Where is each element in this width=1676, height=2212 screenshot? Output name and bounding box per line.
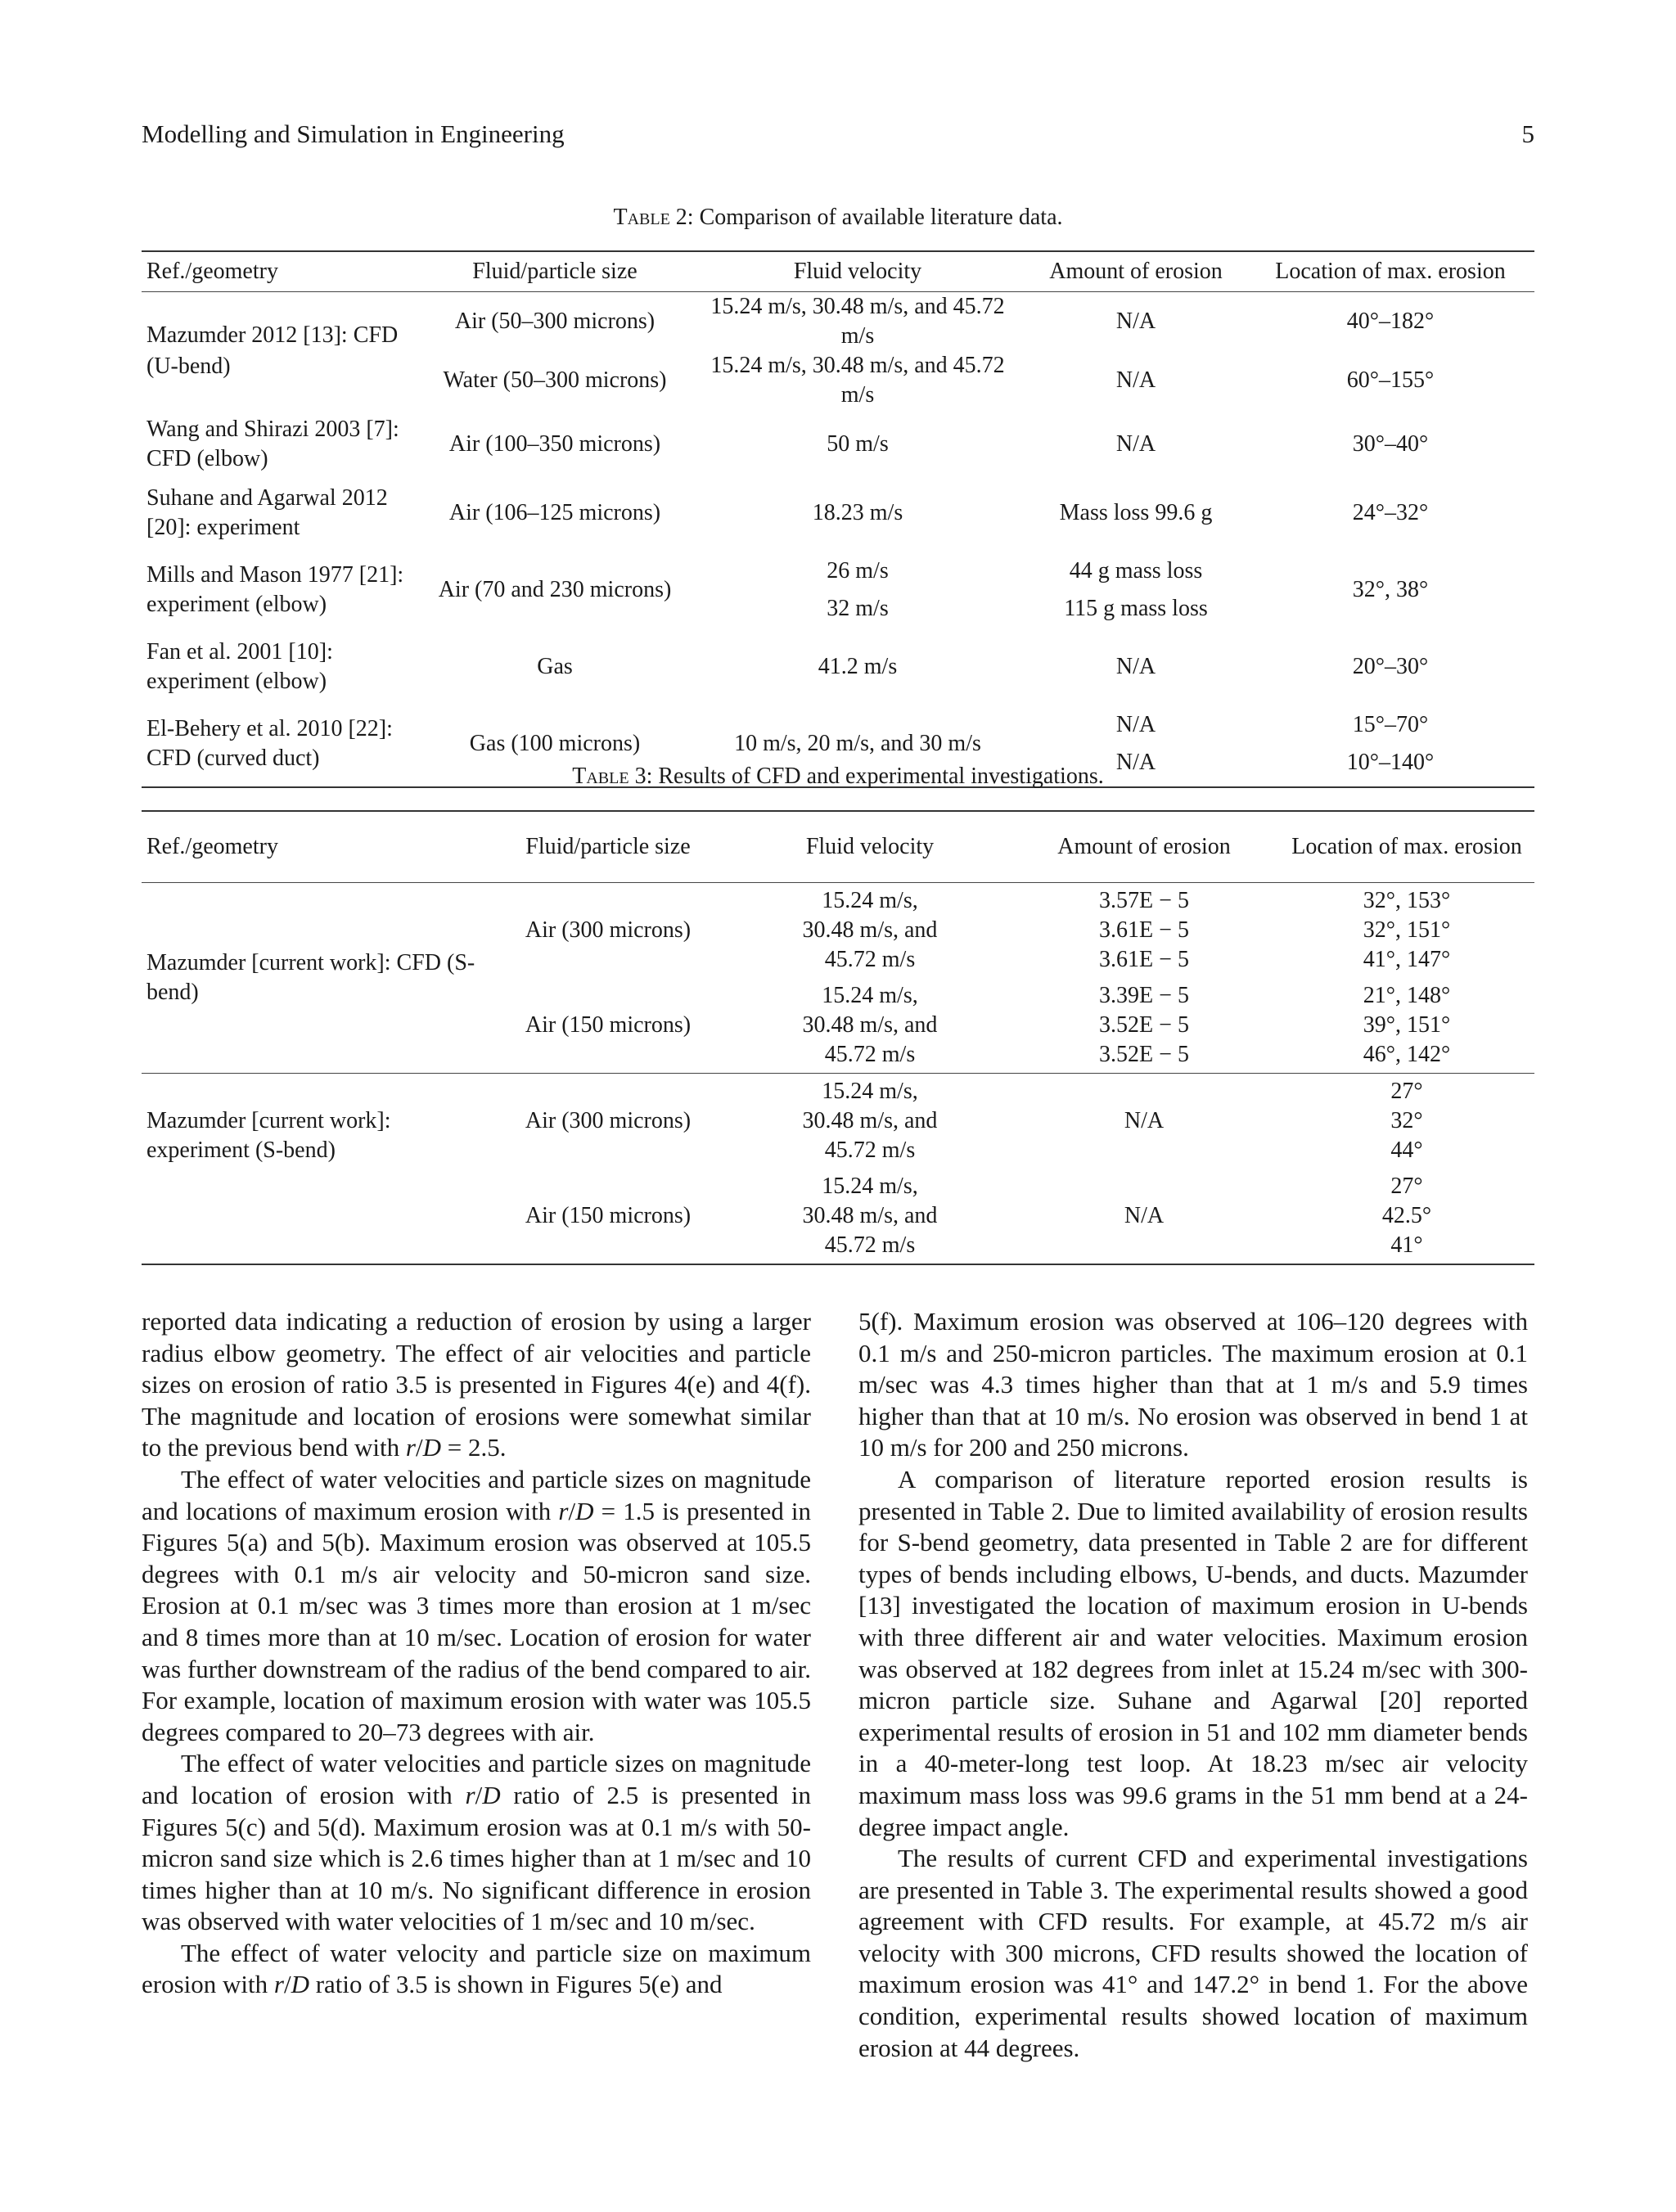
journal-title: Modelling and Simulation in Engineering [142, 119, 565, 148]
velocity-line: 15.24 m/s, [822, 888, 918, 913]
paragraph: 5(f). Maximum erosion was observed at 106–120 degrees with 0.1 m/s and 250-micron particles. The maximum erosion at 0.1 m/sec was 4.3 times higher than that at 1 m/s and 5.9 times higher than that at 10 m/s. No erosion was observed in bend 1 at 10 m/s for 200 and 250 microns. [858, 1307, 1528, 1462]
table-row [142, 883, 1534, 979]
location-line: 27° [1390, 1174, 1423, 1199]
velocity-line: 45.72 m/s [824, 1138, 916, 1163]
table2-ref-cell: Suhane and Agarwal 2012 [20]: experiment [146, 485, 388, 540]
table3-velocity-cell [731, 883, 1009, 979]
location-line: 32°, 151° [1363, 917, 1451, 943]
table2-amount-cell: N/A [1115, 654, 1156, 679]
table2-amount-cell [1025, 547, 1246, 633]
table2-amount-line: N/A [1115, 750, 1156, 775]
table2-location-cell: 24°–32° [1352, 500, 1429, 525]
paragraph: The effect of water velocities and particle sizes on magnitude and location of erosion with r/D ratio of 2.5 is presented in Figures 5(c) and 5(d). Maximum erosion was at 0.1 m/s with 50-micron sand size which is 2.6 times higher than at 1 m/sec and 10 times higher than at 10 m/s. No significant difference in erosion was observed with water velocities of 1 m/sec and 10 m/sec. [142, 1749, 811, 1936]
table3-header-amount: Amount of erosion [1009, 811, 1279, 883]
location-line: 42.5° [1381, 1203, 1432, 1228]
table3-location-cell [1279, 1169, 1534, 1264]
table2-velocity-line: 26 m/s [827, 558, 889, 583]
location-line: 27° [1390, 1079, 1423, 1104]
table2-velocity-cell: 18.23 m/s [812, 500, 903, 525]
velocity-line: 45.72 m/s [824, 947, 916, 972]
table3-amount-cell: N/A [1124, 1203, 1165, 1228]
table2-header-ref: Ref./geometry [142, 251, 420, 292]
table2-caption-tag: Table 2: [613, 205, 694, 230]
amount-line: 3.61E − 5 [1099, 947, 1189, 972]
table2-caption [142, 205, 1534, 231]
table3-velocity-cell [731, 1074, 1009, 1169]
paragraph: The effect of water velocity and particle size on maximum erosion with r/D ratio of 3.5 is shown in Figures 5(e) and [142, 1938, 811, 1999]
velocity-line: 30.48 m/s, and [802, 1108, 938, 1133]
table2-velocity-cell: 50 m/s [827, 431, 889, 457]
location-line: 46°, 142° [1363, 1042, 1451, 1067]
amount-line: 3.61E − 5 [1099, 917, 1189, 943]
table3 [142, 810, 1534, 1265]
table2-location-cell: 32°, 38° [1352, 577, 1429, 602]
paragraph: reported data indicating a reduction of erosion by using a larger radius elbow geometry. The effect of air velocities and particle sizes on erosion of ratio 3.5 is presented in Figures 4(e) and 4(f). The magnitude and location of erosions were somewhat similar to the previous bend with r/D = 2.5. [142, 1307, 811, 1462]
table2-amount-line: N/A [1115, 712, 1156, 737]
velocity-line: 30.48 m/s, and [802, 917, 938, 943]
table2-amount-cell: N/A [1115, 367, 1156, 393]
paragraph: The results of current CFD and experimental investigations are presented in Table 3. The experimental results showed a good agreement with CFD results. For example, at 45.72 m/s air velocity with 300 microns, CFD results showed the location of maximum erosion was 41° and 147.2° in bend 1. For the above condition, experimental results showed location of maximum erosion at 44 degrees. [858, 1844, 1528, 2062]
table2-location-cell: 30°–40° [1352, 431, 1429, 457]
table2-fluid-cell: Air (50–300 microns) [454, 309, 656, 334]
table3-ref-cell: Mazumder [current work]: experiment (S-bend) [142, 1074, 485, 1265]
table3-location-cell [1279, 883, 1534, 979]
table2-caption-text: Comparison of available literature data. [693, 205, 1063, 230]
paragraph: A comparison of literature reported erosion results is presented in Table 2. Due to limited availability of erosion results for S-bend geometry, data presented in Table 2 are for different types of bends including elbows, U-bends, and ducts. Mazumder [13] investigated the location of maximum erosion in U-bends with three different air and water velocities. Maximum erosion was observed at 182 degrees from inlet at 15.24 m/sec with 300-micron particle size. Suhane and Agarwal [20] reported experimental results of erosion in 51 and 102 mm diameter bends in a 40-meter-long test loop. At 18.23 m/sec air velocity maximum mass loss was 99.6 grams in the 51 mm bend at a 24-degree impact angle. [858, 1464, 1528, 1841]
table2-amount-cell: N/A [1115, 431, 1156, 457]
table2-header-velocity: Fluid velocity [690, 251, 1025, 292]
table2-velocity-cell: 10 m/s, 20 m/s, and 30 m/s [734, 731, 981, 756]
table3-amount-cell [1009, 883, 1279, 979]
table2-location-cell: 60°–155° [1346, 367, 1435, 393]
table-row [142, 547, 1534, 633]
velocity-line: 45.72 m/s [824, 1232, 916, 1258]
table2-location-line: 10°–140° [1346, 750, 1435, 775]
table3-header-ref: Ref./geometry [142, 811, 485, 883]
table2-velocity-cell: 15.24 m/s, 30.48 m/s, and 45.72 m/s [710, 294, 1005, 349]
table-row [142, 479, 1534, 547]
table2-ref-cell: El-Behery et al. 2010 [22]: CFD (curved duct) [146, 716, 393, 771]
table3-amount-cell [1009, 978, 1279, 1074]
velocity-line: 15.24 m/s, [822, 983, 918, 1008]
table2-location-cell: 20°–30° [1352, 654, 1429, 679]
table2-velocity-line: 32 m/s [827, 596, 889, 621]
running-head [142, 119, 1534, 155]
table2-header-fluid: Fluid/particle size [420, 251, 690, 292]
table2-fluid-cell: Air (106–125 microns) [448, 500, 661, 525]
table2-fluid-cell: Air (100–350 microns) [448, 431, 661, 457]
table2-header-location: Location of max. erosion [1246, 251, 1534, 292]
table3-fluid-cell: Air (150 microns) [525, 1203, 692, 1228]
table2-ref-cell: Wang and Shirazi 2003 [7]: CFD (elbow) [146, 417, 399, 471]
table3-location-cell [1279, 1074, 1534, 1169]
table3-fluid-cell: Air (300 microns) [485, 1074, 731, 1169]
page-number: 5 [1521, 119, 1534, 148]
table2-ref-cell: Mills and Mason 1977 [21]: experiment (elbow) [146, 562, 404, 617]
location-line: 39°, 151° [1363, 1012, 1451, 1038]
location-line: 32°, 153° [1363, 888, 1451, 913]
table2-velocity-cell [690, 547, 1025, 633]
amount-line: 3.52E − 5 [1099, 1042, 1189, 1067]
table3-header-location: Location of max. erosion [1279, 811, 1534, 883]
table2-velocity-cell: 41.2 m/s [818, 654, 898, 679]
location-line: 21°, 148° [1363, 983, 1451, 1008]
table3-caption-text: Results of CFD and experimental investigations. [652, 764, 1104, 789]
location-line: 41° [1390, 1232, 1423, 1258]
table-row [142, 410, 1534, 479]
table2-location-line: 15°–70° [1352, 712, 1429, 737]
location-line: 41°, 147° [1363, 947, 1451, 972]
table-row [142, 292, 1534, 352]
table-row [142, 1074, 1534, 1169]
velocity-line: 15.24 m/s, [822, 1079, 918, 1104]
velocity-line: 30.48 m/s, and [802, 1203, 938, 1228]
table3-header-row [142, 811, 1534, 883]
table3-caption-tag: Table 3: [572, 764, 653, 789]
table2-fluid-cell: Water (50–300 microns) [443, 367, 667, 393]
velocity-line: 45.72 m/s [824, 1042, 916, 1067]
table2-ref-cell: Mazumder 2012 [13]: CFD (U-bend) [146, 322, 399, 379]
table3-location-cell [1279, 978, 1534, 1074]
velocity-line: 15.24 m/s, [822, 1174, 918, 1199]
table2-amount-cell: N/A [1115, 309, 1156, 334]
table2 [142, 250, 1534, 788]
table3-ref-cell: Mazumder [current work]: CFD (S-bend) [146, 950, 475, 1005]
table3-header-fluid: Fluid/particle size [485, 811, 731, 883]
table2-velocity-cell: 15.24 m/s, 30.48 m/s, and 45.72 m/s [710, 353, 1005, 408]
table2-location-cell: 40°–182° [1346, 309, 1435, 334]
table2-amount-cell: Mass loss 99.6 g [1059, 500, 1213, 525]
table3-fluid-cell: Air (300 microns) [525, 917, 692, 943]
amount-line: 3.52E − 5 [1099, 1012, 1189, 1038]
location-line: 32° [1390, 1108, 1423, 1133]
table2-fluid-cell: Gas [537, 654, 573, 679]
table3-velocity-cell [731, 1169, 1009, 1264]
table2-amount-line: 44 g mass loss [1069, 558, 1203, 583]
amount-line: 3.57E − 5 [1099, 888, 1189, 913]
table-row [142, 633, 1534, 701]
body-column-right [858, 1306, 1528, 2064]
paragraph: The effect of water velocities and particle sizes on magnitude and locations of maximum erosion with r/D = 1.5 is presented in Figures 5(a) and 5(b). Maximum erosion was observed at 105.5 degrees with 0.1 m/s air velocity and 50-micron sand size. Erosion at 0.1 m/sec was 3 times more than erosion at 1 m/sec and 8 times more than at 10 m/sec. Location of erosion for water was further downstream of the radius of the bend compared to air. For example, location of maximum erosion with water was 105.5 degrees compared to 20–73 degrees with air. [142, 1464, 811, 1746]
location-line: 44° [1390, 1138, 1423, 1163]
table3-velocity-cell [731, 978, 1009, 1074]
table2-header-row [142, 251, 1534, 292]
table3-caption [142, 764, 1534, 790]
body-column-left [142, 1306, 811, 2001]
amount-line: 3.39E − 5 [1099, 983, 1189, 1008]
table2-header-amount: Amount of erosion [1025, 251, 1246, 292]
table2-ref-cell: Fan et al. 2001 [10]: experiment (elbow) [146, 639, 333, 694]
table3-fluid-cell: Air (150 microns) [525, 1012, 692, 1038]
velocity-line: 30.48 m/s, and [802, 1012, 938, 1038]
table2-amount-line: 115 g mass loss [1064, 596, 1208, 621]
table2-fluid-cell: Air (70 and 230 microns) [438, 577, 672, 602]
table3-header-velocity: Fluid velocity [731, 811, 1009, 883]
table2-fluid-cell: Gas (100 microns) [469, 731, 641, 756]
table3-amount-cell: N/A [1009, 1074, 1279, 1169]
